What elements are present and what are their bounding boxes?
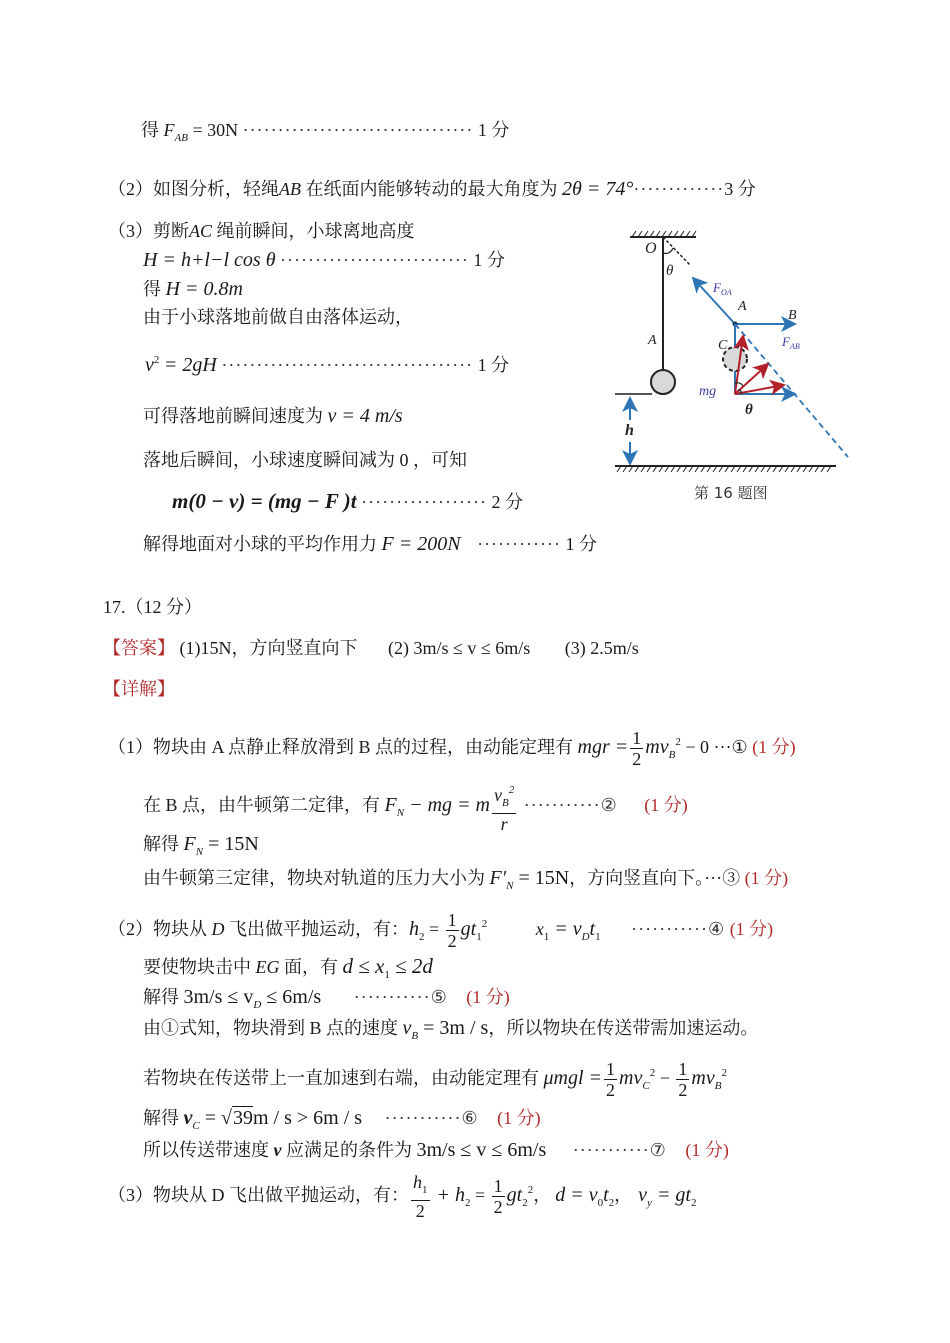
text: （1）物块由 A 点静止释放滑到 B 点的过程，由动能定理有 [108,737,578,757]
math: = [199,1107,222,1129]
q17-header [103,595,202,619]
figure-16-diagram [600,220,860,510]
text: （3）物块从 D 飞出做平抛运动，有： [108,1185,409,1205]
math: mv [691,1067,715,1089]
text: 所以传送带速度 [143,1140,274,1160]
numerator: 1 [606,1059,616,1080]
text: ， [614,1185,633,1205]
math: = 3m / s [418,1017,489,1039]
math-sup: 2 [481,918,488,930]
svg-text:A: A [738,299,747,314]
momentum-equation [172,489,523,514]
math: mv [645,736,669,758]
math: EG [255,957,280,977]
answer-2: (2) 3m/s ≤ v ≤ 6m/s [388,638,531,658]
q17-p8 [143,1016,758,1048]
leader-dots: ··························· [280,250,469,270]
math: x [535,919,544,939]
denominator: 2 [415,1201,425,1222]
detail-tag-text: 【详解】 [103,679,175,699]
math-sub: 1 [543,931,550,943]
text: 得 [141,120,164,140]
math: gt [506,1184,523,1206]
text: 可得落地前瞬间速度为 [143,406,328,426]
math-radicand: 39 [233,1107,253,1129]
score: 1 分 [473,250,505,270]
text: ，方向竖直向下。···③ [569,868,741,888]
score: 2 分 [491,492,523,512]
leader-dots: ···································· [221,355,474,375]
text: 应满足的条件为 [281,1140,417,1160]
leader-dots: ············· [633,179,725,199]
svg-text:FOA: $F_{OA}$ [713,280,732,297]
score: (1 分) [747,737,796,757]
score: 1 分 [565,534,597,554]
text: 在纸面内能够转动的最大角度为 [301,179,562,199]
score: (1 分) [685,1140,729,1160]
math-sup: 2 [508,784,515,796]
svg-text:mg: mg [699,384,717,399]
fraction [604,1059,617,1100]
fab-result-line [141,118,509,150]
math-sub: 1 [422,1184,428,1197]
svg-text:θ: θ [666,263,674,279]
math: − 0 ···① [680,737,748,757]
score: 1 分 [477,355,510,375]
math: = 15N [513,867,570,889]
leader-dots: ································· [242,120,474,140]
math: F [183,833,196,855]
denominator: 2 [632,749,642,770]
denominator: 2 [678,1080,688,1101]
math: v [402,1017,412,1039]
score: (1 分) [740,868,789,888]
math: F [384,794,397,817]
score: (1 分) [644,795,688,816]
svg-text:h: h [625,422,634,439]
math: F′ [489,867,507,889]
leader-dots: ···········⑤ [353,987,448,1007]
math-sub: AB [174,132,188,144]
v-squared-equation [145,348,509,377]
answer-tag: 【答案】 [103,638,175,658]
math-sub: 0 [597,1197,604,1209]
svg-text:FAB: $F_{AB}$ [782,334,800,351]
numerator: 1 [632,728,642,749]
math: m(0 − v) = (mg − F )t [172,489,357,513]
math: gt [460,918,477,940]
q17-p11 [143,1138,729,1162]
math: = gt [651,1184,691,1206]
numerator: 1 [447,910,457,931]
text: 由于小球落地前做自由落体运动， [143,307,413,327]
math-sub: C [192,1120,200,1132]
part3-intro [108,219,415,243]
math-sub: 1 [595,931,601,943]
math: d = v [555,1184,598,1206]
text: （3）剪断 [108,221,189,241]
fraction [676,1059,689,1100]
leader-dots: ···········⑥ [384,1108,479,1128]
math: ≤ 2d [389,954,433,978]
math-sub: 1 [384,969,390,981]
text: 由①式知，物块滑到 B 点的速度 [143,1018,403,1038]
svg-text:A: A [648,333,657,348]
speed-line [143,404,403,428]
fraction [492,780,516,834]
q17-p2 [143,780,688,834]
math: F = 200N [381,533,461,555]
math: 2θ = 74° [562,178,634,200]
ceiling-hatch [630,231,696,237]
q17-p7 [143,985,510,1017]
after-landing-line [143,448,467,472]
math: h [409,918,419,940]
fraction [411,1172,430,1221]
q17-p6 [143,954,433,987]
math: mgr = [577,736,629,758]
math: ≤ 6m/s [261,986,322,1008]
math: v [638,1184,648,1206]
q17-p10: 解得 $v_C = √39m / s > 6m / s$ ···········⑥ (1 分) [143,1107,541,1132]
text: 面，有 [279,957,343,977]
part2-line [108,177,756,201]
score: 1 分 [477,120,510,140]
text: 由牛顿第三定律，物块对轨道的压力大小为 [143,868,490,888]
text: 要使物块击中 [143,957,256,977]
leader-dots: ···········② [518,795,618,816]
math-sup: 2 [649,1067,656,1079]
math-sub: 1 [476,931,482,943]
text: 解得地面对小球的平均作用力 [143,534,382,554]
math: − [655,1068,675,1088]
math: = 15N [203,833,259,855]
leader-dots: ·················· [361,492,487,512]
math-sub: B [501,797,509,809]
text: 飞出做平抛运动，有： [224,919,409,939]
ball [651,370,675,394]
text: 解得 [143,987,184,1007]
leader-dots: ···········④ [631,919,726,939]
math: v = 4 m/s [327,405,403,427]
math-sup: 2 [721,1067,727,1079]
math-f: F [163,120,175,140]
score: (1 分) [725,919,774,939]
math: mv [619,1067,643,1089]
denominator: 2 [493,1197,503,1218]
score: (1 分) [466,987,510,1007]
math-sub: B [411,1030,419,1042]
math: H = h+l−l cos θ [143,249,276,271]
svg-text:θ: θ [745,402,753,418]
denominator: 2 [447,931,457,952]
question-number: 17.（12 分） [103,597,202,617]
text: ， [533,1185,552,1205]
math-eq: = 30N [192,120,239,140]
math-sub: 2 [419,931,425,943]
q17-p9 [143,1053,727,1106]
height-equation [143,248,505,272]
math: D [211,919,225,939]
math: t [589,918,596,940]
q17-p12 [108,1170,697,1223]
leader-dots: ···········⑦ [572,1140,667,1160]
math-sub: D [581,931,590,943]
math-sub: D [253,999,262,1011]
math-sub: B [714,1080,722,1092]
text: 绳前瞬间，小球离地高度 [212,221,415,241]
math-sup: 2 [675,736,681,748]
math-sub: N [396,807,405,820]
math: AC [189,221,213,241]
text: （2）物块从 [108,919,212,939]
numerator [492,780,516,814]
force-result-line [143,532,597,556]
math: v [183,1107,193,1129]
text: 解得 [143,834,184,854]
answer-3: (3) 2.5m/s [564,638,639,658]
fraction [492,1176,505,1217]
text: 解得 [143,1108,184,1128]
math: μmgl = [543,1067,603,1089]
math-v: v [145,354,154,376]
math-sub: 2 [522,1197,528,1209]
text: （2）如图分析，轻绳 [108,179,279,199]
math: = [470,1185,490,1205]
score: 3 分 [724,179,756,199]
math: 3m/s ≤ v [183,986,254,1008]
math: − mg = m [404,794,490,817]
math: v [493,785,502,805]
detail-tag [103,677,175,701]
math: t [603,1184,609,1206]
fraction [630,728,643,769]
math-sub: y [647,1197,652,1209]
answer-line [103,636,639,660]
text: 得 [143,279,166,299]
math: + h [431,1184,465,1206]
text: 在 B 点，由牛顿第二定律，有 [143,795,385,816]
q17-p4 [143,866,788,898]
math-sub: 2 [608,1197,615,1209]
svg-text:O: O [645,240,657,257]
text: 落地后瞬间，小球速度瞬间减为 0 ，可知 [143,450,467,470]
q17-p1 [108,722,796,775]
math: d ≤ x [342,954,385,978]
fraction [446,910,459,951]
math-sup: 2 [153,354,160,366]
freefall-text [143,305,413,329]
math: = v [549,918,582,940]
denominator: r [500,814,508,834]
svg-text:C: C [718,338,728,353]
math-sub: N [195,846,204,858]
numerator [411,1172,430,1201]
math: AB [279,179,301,199]
math: m / s > 6m / s [253,1107,363,1129]
answer-1: (1)15N，方向竖直向下 [179,638,358,658]
math-sub: C [642,1080,650,1092]
leader-dots: ············ [477,534,561,554]
math: = 2gH [163,354,217,376]
q17-p5 [108,904,773,957]
denominator: 2 [606,1080,616,1101]
math-sub: 2 [691,1197,697,1209]
numerator: 1 [493,1176,503,1197]
figure-caption: 第 16 题图 [694,484,768,502]
height-value [143,277,243,301]
math-sub: 2 [465,1197,471,1209]
text: ，所以物块在传送带需加速运动。 [488,1018,759,1038]
math: 3m/s ≤ v ≤ 6m/s [416,1139,547,1161]
math-sup: 2 [527,1184,534,1196]
svg-text:B: B [788,308,797,323]
math: H = 0.8m [165,278,243,300]
score: (1 分) [497,1108,541,1128]
text: 若物块在传送带上一直加速到右端，由动能定理有 [143,1068,544,1088]
math: h [413,1172,422,1193]
math-sub: B [668,749,676,761]
math: = [424,919,444,939]
math: v [273,1140,282,1160]
math-sub: N [506,880,514,892]
numerator: 1 [678,1059,688,1080]
q17-p3 [143,832,259,864]
